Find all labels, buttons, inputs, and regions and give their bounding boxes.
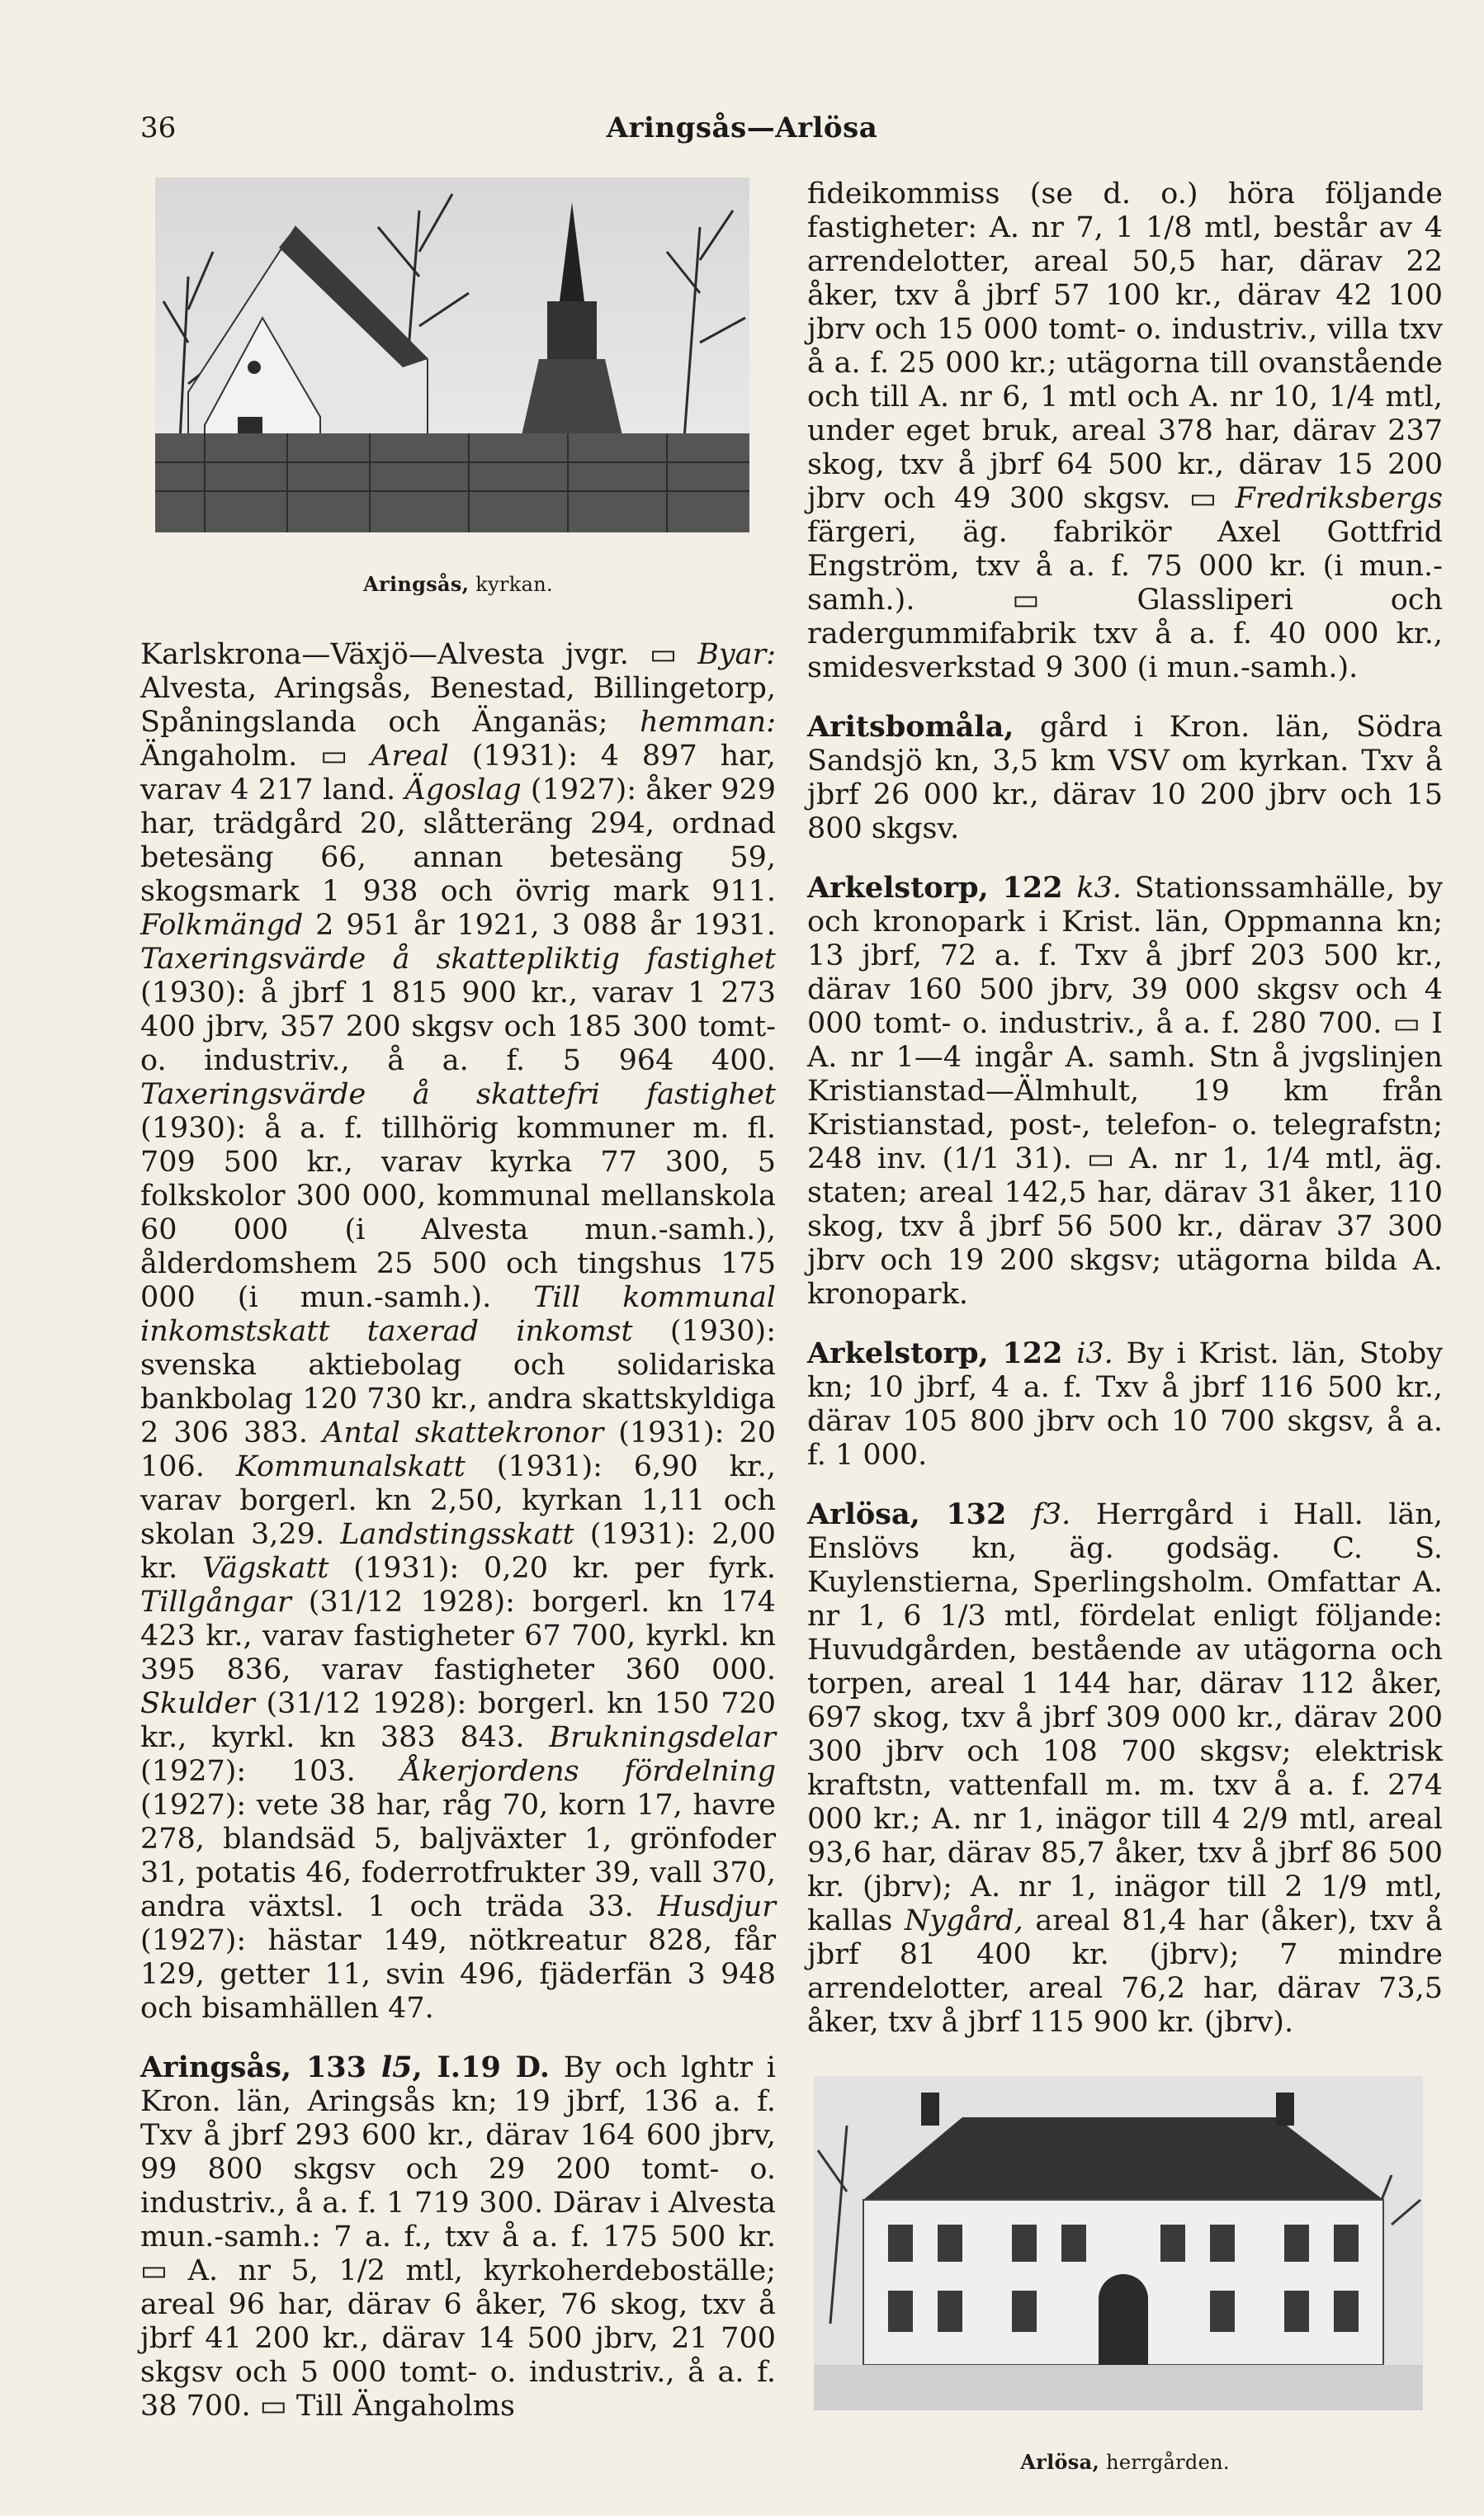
text-run: Areal bbox=[371, 740, 449, 773]
text-run: Nygård, bbox=[904, 1904, 1023, 1937]
text-run: Skulder bbox=[140, 1687, 255, 1720]
text-run: Landstingsskatt bbox=[340, 1518, 574, 1551]
text-run: (1927): hästar 149, nötkreatur 828, får 129, getter 11, svin 496, fjäderfän 3 948 och bisamhällen 47. bbox=[140, 1924, 776, 2025]
right-column bbox=[807, 177, 1443, 2516]
arkelstorp-i3-entry bbox=[807, 1336, 1443, 1473]
text-run: By och lghtr i Kron. län, Aringsås kn; 19 jbrf, 136 a. f. Txv å jbrf 293 600 kr., därav 164 600 jbrv, 99 800 skgsv och 29 200 tomt- o. industriv., å a. f. 1 719 300. Därav i Alvesta mun.-samh.: 7 a. f., txv å a. f. 175 500 kr. ▭ A. nr 5, 1/2 mtl, kyrkoherdeboställe; areal 96 har, därav 6 åker, 76 skog, txv å jbrf 41 200 kr., därav 14 500 jbrv, 21 700 skgsv och 5 000 tomt- o. industriv., å a. f. 38 700. ▭ Till Ängaholms bbox=[140, 2051, 776, 2423]
text-run: Karlskrona—Växjö—Alvesta jvgr. ▭ bbox=[140, 638, 698, 671]
text-run: f3. bbox=[1032, 1498, 1071, 1531]
text-run: (1931): 6,90 kr., varav borgerl. kn 2,50, kyrkan 1,11 och skolan 3,29. bbox=[140, 1450, 776, 1551]
text-run: (31/12 1928): borgerl. kn 150 720 kr., kyrkl. kn 383 843. bbox=[140, 1687, 776, 1754]
church-figure bbox=[140, 177, 776, 602]
text-run: Ägoslag bbox=[404, 773, 522, 806]
text-run: Åkerjordens fördelning bbox=[400, 1755, 776, 1788]
text-run: (1930): å a. f. tillhörig kommuner m. fl. 709 500 kr., varav kyrka 77 300, 5 folkskolor 300 000, kommunal mellanskola 60 000 (i Alvesta mun.-samh.), ålderdomshem 25 500 och tingshus 175 000 (i mun.-samh.). bbox=[140, 1112, 776, 1314]
text-run: Byar: bbox=[697, 638, 776, 671]
text-run: (1931): 0,20 kr. per fyrk. bbox=[328, 1552, 776, 1585]
text-run: Stationssamhälle, by och kronopark i Krist. län, Oppmanna kn; 13 jbrf, 72 a. f. Txv å jbrf 203 500 kr., därav 160 500 jbrv, 39 000 skgsv och 4 000 tomt- o. industriv., å a. f. 280 700. ▭ I A. nr 1—4 ingår A. samh. Stn å jvgslinjen Kristianstad—Älmhult, 19 km från Kristianstad, post-, telefon- o. telegrafstn; 248 inv. (1/1 31). ▭ A. nr 1, 1/4 mtl, äg. staten; areal 142,5 har, därav 31 åker, 110 skog, txv å jbrf 56 500 kr., därav 37 300 jbrv och 19 200 skgsv; utägorna bilda A. kronopark. bbox=[807, 872, 1443, 1311]
text-run: 2 951 år 1921, 3 088 år 1931. bbox=[303, 909, 776, 942]
text-run: l5 bbox=[380, 2050, 413, 2084]
text-run: (31/12 1928): borgerl. kn 174 423 kr., varav fastigheter 67 700, kyrkl. kn 395 836, varav fastigheter 360 000. bbox=[140, 1586, 776, 1686]
text-run: (1930): svenska aktiebolag och solidariska bankbolag 120 730 kr., andra skattskyldiga 2 306 383. bbox=[140, 1315, 776, 1450]
text-run: Kommunalskatt bbox=[235, 1450, 466, 1483]
text-run: Aringsås, 133 bbox=[140, 2050, 381, 2084]
text-run: Arlösa, 132 bbox=[807, 1497, 1033, 1531]
page-number: 36 bbox=[140, 111, 177, 144]
text-run: färgeri, äg. fabrikör Axel Gottfrid Engström, txv å a. f. 75 000 kr. (i mun.-samh.). ▭ Glassliperi och radergummifabrik txv å a. f. 40 000 kr., smidesverkstad 9 300 (i mun.-samh.). bbox=[807, 516, 1443, 684]
text-run: (1927): vete 38 har, råg 70, korn 17, havre 278, blandsäd 5, baljväxter 1, grönfoder 31, potatis 46, foderrotfrukter 39, vall 370, andra växtsl. 1 och träda 33. bbox=[140, 1789, 776, 1923]
text-run: Arkelstorp, 122 bbox=[807, 1336, 1077, 1370]
text-run: (1930): å jbrf 1 815 900 kr., varav 1 273 400 jbrv, 357 200 skgsv och 185 300 tomt- o. industriv., å a. f. 5 964 400. bbox=[140, 977, 776, 1077]
text-run: Aritsbomåla, bbox=[807, 710, 1014, 744]
left-column bbox=[140, 177, 776, 2424]
text-run: fideikommiss (se d. o.) höra följande fastigheter: A. nr 7, 1 1/8 mtl, består av 4 arrendelotter, areal 50,5 har, därav 22 åker, txv å jbrf 57 100 kr., därav 42 100 jbrv och 15 000 tomt- o. industriv., villa txv å a. f. 25 000 kr.; utägorna till ovanstående och till A. nr 6, 1 mtl och A. nr 10, 1/4 mtl, under eget bruk, areal 378 har, därav 237 skog, txv å jbrf 64 500 kr., därav 15 200 jbrv och 49 300 skgsv. ▭ bbox=[807, 177, 1443, 515]
church-caption: Aringsås, kyrkan. bbox=[363, 572, 553, 596]
manor-figure bbox=[807, 2076, 1443, 2480]
text-run: , I.19 D. bbox=[412, 2050, 550, 2084]
manor-photo bbox=[814, 2076, 1423, 2410]
fideikommiss-paragraph bbox=[807, 177, 1443, 685]
arlosa-entry bbox=[807, 1497, 1443, 2040]
text-run: Alvesta, Aringsås, Benestad, Billingetorp, Spåningslanda och Änganäs; bbox=[140, 672, 776, 739]
aringsas-entry bbox=[140, 2050, 776, 2424]
aringsas-statistics-paragraph bbox=[140, 638, 776, 2026]
text-run: gård i Kron. län, Södra Sandsjö kn, 3,5 km VSV om kyrkan. Txv å jbrf 26 000 kr., därav 10 200 jbrv och 15 800 skgsv. bbox=[807, 711, 1443, 845]
text-run: Brukningsdelar bbox=[549, 1721, 776, 1754]
church-photo bbox=[155, 177, 749, 532]
text-run: (1927): åker 929 har, trädgård 20, slåtteräng 294, ordnad betesäng 66, annan betesäng 59, skogsmark 1 938 och övrig mark 911. bbox=[140, 773, 777, 908]
text-run: Taxeringsvärde å skattefri fastighet bbox=[140, 1078, 776, 1111]
text-run: Herrgård i Hall. län, Enslövs kn, äg. godsäg. C. S. Kuylenstierna, Sperlingsholm. Omfattar A. nr 1, 6 1/3 mtl, fördelat enligt följande: Huvudgården, bestående av utägorna och torpen, areal 1 144 har, därav 112 åker, 697 skog, txv å jbrf 309 000 kr., därav 200 300 jbrv och 108 700 skgsv; elektrisk kraftstn, vattenfall m. m. txv å a. f. 274 000 kr.; A. nr 1, inägor till 4 2/9 mtl, areal 93,6 har, därav 85,7 åker, txv å jbrf 86 500 kr. (jbrv); A. nr 1, inägor till 2 1/9 mtl, kallas bbox=[807, 1498, 1443, 1937]
text-run: Taxeringsvärde å skattepliktig fastighet bbox=[140, 943, 776, 976]
text-run: Fredriksbergs bbox=[1235, 482, 1443, 515]
text-run: Husdjur bbox=[657, 1890, 776, 1923]
text-run: Antal skattekronor bbox=[323, 1416, 604, 1450]
text-run: (1927): 103. bbox=[140, 1755, 401, 1788]
text-run: Till kommunal inkomstskatt taxerad inkomst bbox=[140, 1281, 777, 1348]
text-run: areal 81,4 har (åker), txv å jbrf 81 400 kr. (jbrv); 7 mindre arrendelotter, areal 76,2 har, därav 73,5 åker, txv å jbrf 115 900 kr. (jbrv). bbox=[807, 1904, 1443, 2039]
text-run: i3. bbox=[1076, 1337, 1113, 1370]
aritsbomala-entry bbox=[807, 710, 1443, 846]
text-run: (1931): 20 106. bbox=[140, 1416, 776, 1483]
text-run: k3. bbox=[1076, 872, 1122, 905]
text-run: By i Krist. län, Stoby kn; 10 jbrf, 4 a. f. Txv å jbrf 116 500 kr., därav 105 800 jbrv och 10 700 skgsv, å a. f. 1 000. bbox=[807, 1337, 1444, 1472]
text-run: Arkelstorp, 122 bbox=[807, 871, 1077, 905]
text-run: (1931): 4 897 har, varav 4 217 land. bbox=[140, 740, 777, 806]
text-run: Folkmängd bbox=[140, 909, 304, 942]
running-title: Aringsås—Arlösa bbox=[606, 111, 878, 144]
text-run: Tillgångar bbox=[140, 1586, 291, 1619]
manor-caption: Arlösa, herrgården. bbox=[1020, 2450, 1230, 2474]
text-run: (1931): 2,00 kr. bbox=[140, 1518, 776, 1585]
text-run: Vägskatt bbox=[201, 1552, 329, 1585]
arkelstorp-k3-entry bbox=[807, 871, 1443, 1312]
text-run: hemman: bbox=[640, 706, 776, 739]
text-run: Ängaholm. ▭ bbox=[140, 740, 371, 773]
